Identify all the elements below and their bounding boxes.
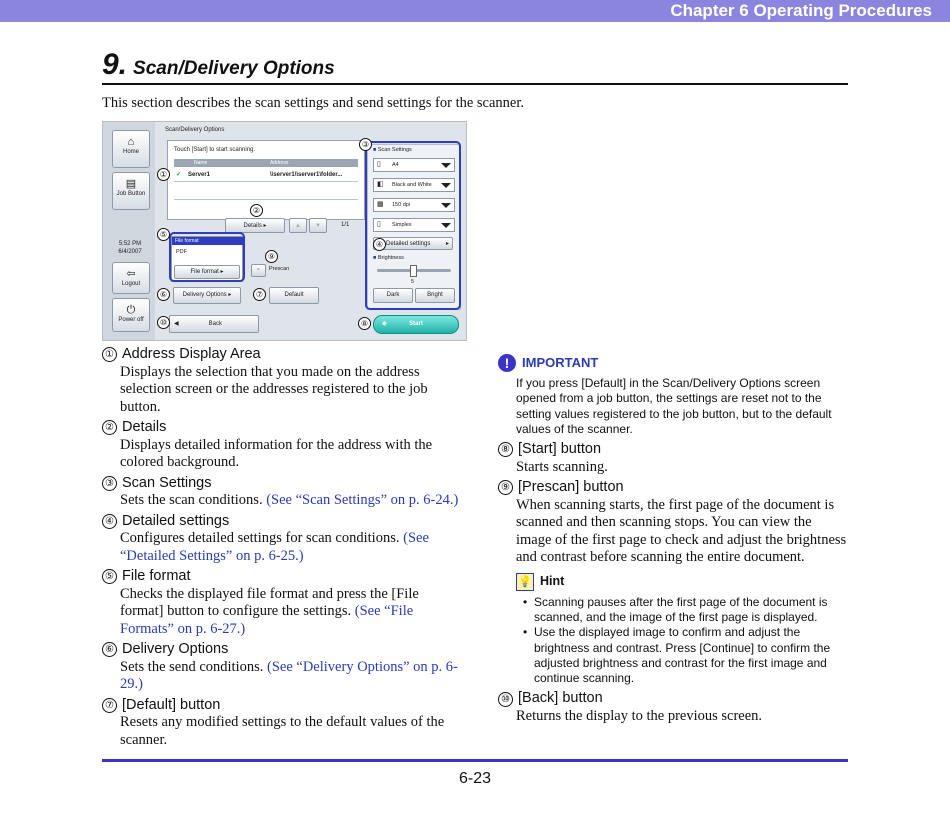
page-counter: 1/1 — [341, 222, 350, 228]
hint-bullet: • Use the displayed image to confirm and adjust the brightness and contrast. Press [Continue] to confirm the adjusted brightness and contrast for the first image and continue scanning. — [525, 625, 850, 686]
paper-size-value: A4 — [392, 162, 399, 168]
scroll-up-button[interactable]: ▲ — [289, 218, 307, 233]
page-icon: ▯ — [377, 161, 381, 168]
right-column — [498, 354, 850, 728]
item-number: ① — [102, 347, 117, 362]
item-desc: Sets the scan conditions. — [120, 492, 267, 508]
callout-4: ④ — [373, 238, 386, 251]
address-header — [174, 159, 358, 167]
scan-settings-highlight — [365, 141, 461, 310]
resolution-icon: ▦ — [377, 201, 384, 208]
item-prescan-button — [498, 479, 850, 567]
clock — [109, 240, 151, 256]
item-title: Detailed settings — [122, 512, 230, 529]
power-icon: ⏻ — [126, 304, 136, 316]
item-title: Details — [122, 419, 167, 435]
item-title: Scan Settings — [122, 474, 212, 491]
item-desc: Checks the displayed file format and press the [File format] button to configure the settings. — [120, 585, 419, 619]
start-icon: ◆ — [382, 321, 387, 327]
item-link[interactable]: (See “Scan Settings” on p. 6-24.) — [266, 492, 459, 508]
hint-bullet: • Scanning pauses after the first page of the document is scanned, and the image of the first page is displayed. — [525, 595, 850, 626]
file-format-button[interactable]: File format ▸ — [174, 265, 240, 279]
hint-list — [516, 595, 850, 687]
item-title: [Back] button — [518, 690, 603, 707]
bright-label: Bright — [427, 292, 443, 298]
dark-label: Dark — [386, 292, 400, 298]
item-details — [102, 419, 462, 472]
item-scan-settings — [102, 475, 462, 510]
item-number: ③ — [102, 476, 117, 491]
item-desc: Returns the display to the previous screen. — [516, 707, 763, 724]
col-name: Name — [194, 160, 208, 166]
item-number: ⑩ — [498, 692, 513, 707]
color-mode-icon: ◧ — [377, 181, 384, 188]
callout-7: ⑦ — [253, 288, 266, 301]
item-desc: When scanning starts, the first page of the document is scanned and then scanning stops. You can view the image of the first page to check and adjust the brightness and contrast before scanning the entire document. — [516, 496, 847, 566]
detailed-settings-label: Detailed settings — [386, 241, 431, 247]
callout-6: ⑥ — [157, 288, 170, 301]
scroll-down-button[interactable]: ▼ — [309, 218, 327, 233]
logout-icon: ⇦ — [126, 268, 136, 280]
item-desc: Resets any modified settings to the default values of the scanner. — [120, 714, 445, 748]
item-desc: Displays the selection that you made on the address selection screen or the addresses registered to the job button. — [120, 363, 428, 415]
power-off-label: Power off — [118, 317, 144, 323]
callout-8: ⑧ — [358, 317, 371, 330]
date-text: 6/4/2007 — [118, 249, 142, 255]
item-detailed-settings — [102, 513, 462, 566]
item-title: [Start] button — [518, 441, 602, 458]
start-label: Start — [409, 321, 423, 327]
brightness-label: Brightness — [377, 255, 404, 261]
item-start-button — [498, 441, 850, 476]
details-button[interactable]: Details ▸ — [225, 218, 285, 233]
job-button[interactable] — [112, 172, 150, 210]
important-text: If you press [Default] in the Scan/Delivery Options screen opened from a job button, the settings are reset not to the setting values registered to the job button, but to the default values of the scanner. — [516, 376, 832, 436]
prescan-label: Prescan — [269, 266, 290, 272]
server-address: \\server1\\server1\folder... — [270, 172, 343, 178]
page-number: 6-23 — [458, 770, 492, 787]
section-number: 9. — [102, 48, 128, 81]
color-mode-value: Black and White — [392, 182, 432, 188]
file-format-highlight — [169, 232, 245, 282]
item-number: ⑤ — [102, 569, 117, 584]
item-number: ② — [102, 420, 117, 435]
callout-9: ⑨ — [265, 250, 278, 263]
server-name: Server1 — [188, 172, 211, 178]
item-title: [Default] button — [122, 696, 221, 713]
delivery-options-label: Delivery Options — [182, 292, 227, 298]
start-button[interactable] — [373, 315, 459, 334]
item-file-format — [102, 568, 462, 638]
item-link[interactable]: (See “Detailed Settings” on p. 6-25.) — [120, 530, 429, 564]
address-display-area[interactable] — [167, 140, 365, 220]
item-title: [Prescan] button — [518, 479, 624, 496]
exclamation-icon: ! — [498, 354, 516, 372]
time-text: 5:52 PM — [118, 241, 142, 247]
default-button[interactable] — [269, 287, 319, 304]
arrow-right-icon: ▸ — [445, 241, 449, 247]
item-title: File format — [122, 568, 191, 584]
address-row[interactable] — [174, 169, 358, 182]
back-button[interactable]: ◀ Back — [169, 315, 259, 333]
delivery-options-button[interactable]: Delivery Options ▸ — [173, 287, 241, 304]
item-number: ④ — [102, 514, 117, 529]
important-label: IMPORTANT — [522, 355, 599, 371]
chapter-title: Chapter 6 Operating Procedures — [670, 1, 932, 20]
callout-1: ① — [157, 168, 170, 181]
resolution-value: 150 dpi — [392, 202, 411, 208]
item-number: ⑨ — [498, 480, 513, 495]
square-icon: ■ — [373, 255, 377, 261]
default-label: Default — [284, 292, 304, 298]
details-label: Details — [243, 223, 262, 229]
square-icon: ■ — [373, 147, 377, 153]
file-format-button-label: File format — [190, 269, 219, 275]
item-address-display-area — [102, 346, 462, 416]
section-intro: This section describes the scan settings and send settings for the scanner. — [102, 95, 525, 111]
hint-label: Hint — [540, 573, 565, 588]
section-heading: Scan/Delivery Options — [133, 58, 335, 79]
brightness-value: 5 — [411, 279, 415, 285]
file-format-label: File format — [172, 237, 245, 245]
item-number: ⑦ — [102, 698, 117, 713]
chapter-header-bar — [0, 0, 950, 22]
item-number: ⑧ — [498, 442, 513, 457]
power-off-button[interactable] — [112, 298, 150, 332]
job-button-label: Job Button — [116, 191, 146, 197]
job-icon: ▤ — [125, 178, 137, 190]
prescan-checkbox[interactable]: ▫ — [251, 264, 266, 277]
logout-label: Logout — [121, 281, 141, 287]
item-link[interactable]: (See “File Formats” on p. 6-27.) — [120, 603, 414, 637]
item-number: ⑥ — [102, 642, 117, 657]
home-button[interactable] — [112, 130, 150, 168]
item-title: Address Display Area — [122, 346, 261, 362]
check-icon: ✔ — [176, 172, 182, 178]
callout-5: ⑤ — [157, 228, 170, 241]
simplex-icon: ▯ — [377, 221, 381, 228]
screen-title: Scan/Delivery Options — [165, 127, 225, 133]
back-label: Back — [208, 321, 222, 327]
title-rule — [102, 83, 848, 85]
hint-note — [498, 573, 850, 687]
item-title: Delivery Options — [122, 641, 229, 657]
file-format-value: PDF — [176, 249, 187, 255]
callout-10: ⑩ — [157, 316, 170, 329]
item-desc: Configures detailed settings for scan conditions. — [120, 530, 404, 546]
callout-2: ② — [250, 204, 263, 217]
item-desc: Starts scanning. — [516, 458, 608, 475]
footer-rule — [102, 759, 848, 762]
col-address: Address — [270, 160, 289, 166]
home-label: Home — [122, 149, 139, 155]
home-icon: ⌂ — [127, 136, 135, 148]
lightbulb-icon: 💡 — [516, 573, 534, 591]
left-column — [102, 346, 462, 752]
scan-delivery-screenshot — [102, 121, 467, 341]
item-link[interactable]: (See “Delivery Options” on p. 6-29.) — [120, 658, 458, 692]
item-desc: Sets the send conditions. — [120, 658, 268, 675]
section-title — [102, 48, 335, 82]
address-divider — [174, 199, 358, 200]
callout-3: ③ — [359, 138, 372, 151]
instruction-text: Touch [Start] to start scanning. — [174, 147, 256, 153]
important-note — [498, 354, 850, 437]
item-delivery-options — [102, 641, 462, 694]
sides-value: Simplex — [392, 222, 412, 228]
item-desc: Displays detailed information for the address with the colored background. — [120, 436, 433, 470]
logout-button[interactable] — [112, 262, 150, 294]
item-default-button — [102, 697, 462, 750]
item-back-button — [498, 690, 850, 725]
scan-settings-label: Scan Settings — [377, 147, 412, 153]
